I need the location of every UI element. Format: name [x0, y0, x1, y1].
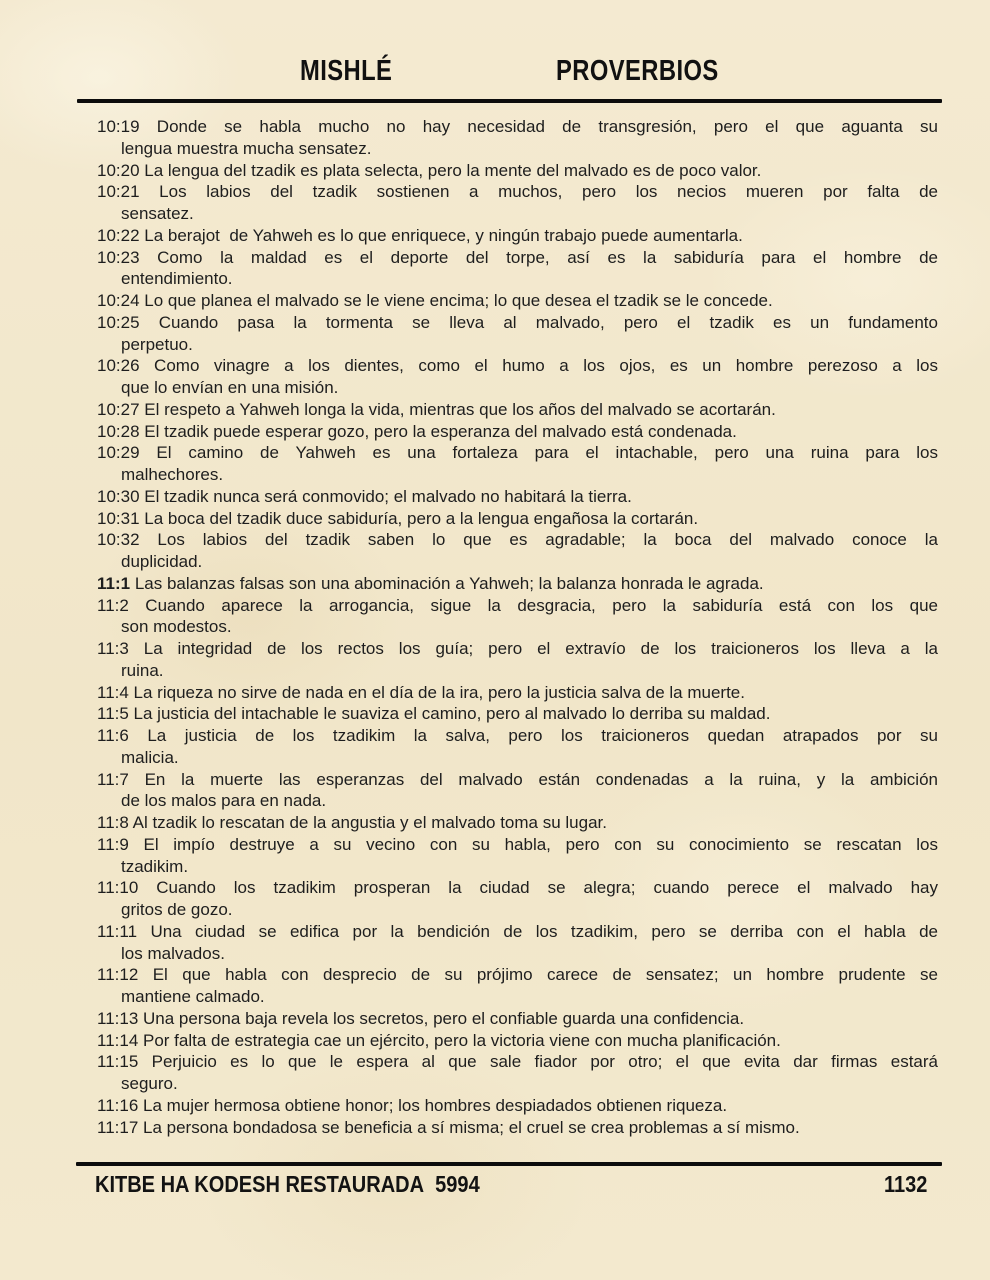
verse-line: sensatez. [121, 204, 194, 223]
verse-line: 11:13 Una persona baja revela los secretos, pero el confiable guarda una confidencia. [97, 1008, 745, 1028]
verse-line: son modestos. [121, 617, 232, 637]
verse-list [97, 116, 938, 1138]
verse-line: los malvados. [121, 943, 225, 963]
verse-line: gritos de gozo. [121, 900, 233, 919]
verse-line: 10:26 Como vinagre a los dientes, como el humo a los ojos, es un hombre perezoso a los [97, 356, 938, 376]
verse-line: perpetuo. [121, 334, 193, 354]
verse-line: 10:20 La lengua del tzadik es plata selecta, pero la mente del malvado es de poco valor. [97, 160, 762, 180]
verse-line: 11:10 Cuando los tzadikim prosperan la ciudad se alegra; cuando perece el malvado hay [97, 878, 938, 898]
page-title-hebrew: MISHLÉ [300, 55, 393, 87]
verse-line: 10:25 Cuando pasa la tormenta se lleva al malvado, pero el tzadik es un fundamento [97, 312, 938, 332]
verse-line: 11:6 La justicia de los tzadikim la salva, pero los traicioneros quedan atrapados por su [97, 726, 938, 745]
verse-line: lengua muestra mucha sensatez. [121, 138, 372, 158]
verse-line: 11:3 La integridad de los rectos los guía; pero el extravío de los traicioneros los lleva a la [97, 639, 938, 658]
verse-line: 10:21 Los labios del tzadik sostienen a muchos, pero los necios mueren por falta de [97, 182, 938, 202]
verse-line: 11:12 El que habla con desprecio de su prójimo carece de sensatez; un hombre prudente se [97, 965, 938, 985]
verse-line: 11:8 Al tzadik lo rescatan de la angustia y el malvado toma su lugar. [97, 813, 607, 832]
verse-line: 11:16 La mujer hermosa obtiene honor; los hombres despiadados obtienen riqueza. [97, 1095, 728, 1115]
verse-line: 10:23 Como la maldad es el deporte del torpe, así es la sabiduría para el hombre de [97, 247, 938, 267]
verse-line: 11:5 La justicia del intachable le suaviza el camino, pero al malvado lo derriba su maldad. [97, 704, 771, 724]
verse-line: 10:22 La berajot de Yahweh es lo que enriquece, y ningún trabajo puede aumentarla. [97, 225, 743, 245]
footer-book-title: KITBE HA KODESH RESTAURADA 5994 [95, 1171, 480, 1197]
verse-line: 11:2 Cuando aparece la arrogancia, sigue la desgracia, pero la sabiduría está con los que [97, 595, 938, 615]
page-title-spanish: PROVERBIOS [556, 55, 719, 87]
verse-line: duplicidad. [121, 552, 203, 571]
verse-line: 10:30 El tzadik nunca será conmovido; el malvado no habitará la tierra. [97, 486, 632, 506]
verse-line: 10:32 Los labios del tzadik saben lo que es agradable; la boca del malvado conoce la [97, 530, 938, 550]
verse-line: 10:19 Donde se habla mucho no hay necesidad de transgresión, pero el que aguanta su [97, 117, 938, 136]
verse-line: que lo envían en una misión. [121, 378, 339, 397]
verse-line: malicia. [121, 747, 179, 767]
verse-line: 11:11 Una ciudad se edifica por la bendición de los tzadikim, pero se derriba con el habla de [97, 921, 938, 941]
verse-line: 10:28 El tzadik puede esperar gozo, pero la esperanza del malvado está condenada. [97, 421, 737, 441]
footer-page-number: 1132 [884, 1171, 928, 1197]
verse-line: de los malos para en nada. [121, 791, 327, 811]
verse-line: ruina. [121, 660, 164, 680]
verse-number-bold: 11:1 [97, 573, 131, 593]
verse-line: 11:17 La persona bondadosa se beneficia a sí misma; el cruel se crea problemas a sí mismo. [97, 1117, 800, 1137]
verse-line: mantiene calmado. [121, 987, 265, 1006]
verse-line: 10:24 Lo que planea el malvado se le viene encima; lo que desea el tzadik se le concede. [97, 291, 773, 310]
verse-line: 11:7 En la muerte las esperanzas del malvado están condenadas a la ruina, y la ambición [97, 769, 938, 789]
verse-line: malhechores. [121, 465, 224, 484]
verse-line: 10:27 El respeto a Yahweh longa la vida, mientras que los años del malvado se acortarán. [97, 399, 776, 419]
verse-line: 11:15 Perjuicio es lo que le espera al que sale fiador por otro; el que evita dar firmas estará [97, 1052, 938, 1072]
verse-line: tzadikim. [121, 856, 189, 876]
verse-line: 11:4 La riqueza no sirve de nada en el día de la ira, pero la justicia salva de la muerte. [97, 682, 745, 702]
verse-line: seguro. [121, 1074, 178, 1093]
verse-line: 11:14 Por falta de estrategia cae un ejército, pero la victoria viene con mucha planificación. [97, 1030, 781, 1050]
footer-rule [76, 1162, 942, 1166]
verse-line: 10:29 El camino de Yahweh es una fortaleza para el intachable, pero una ruina para los [97, 443, 938, 463]
header-rule [77, 99, 942, 103]
verse-line: entendimiento. [121, 269, 233, 289]
verse-line: 10:31 La boca del tzadik duce sabiduría, pero a la lengua engañosa la cortarán. [97, 508, 699, 528]
verse-line: 11:1 Las balanzas falsas son una abominación a Yahweh; la balanza honrada le agrada. [97, 573, 764, 593]
verse-line: 11:9 El impío destruye a su vecino con su habla, pero con su conocimiento se rescatan los [97, 834, 938, 854]
